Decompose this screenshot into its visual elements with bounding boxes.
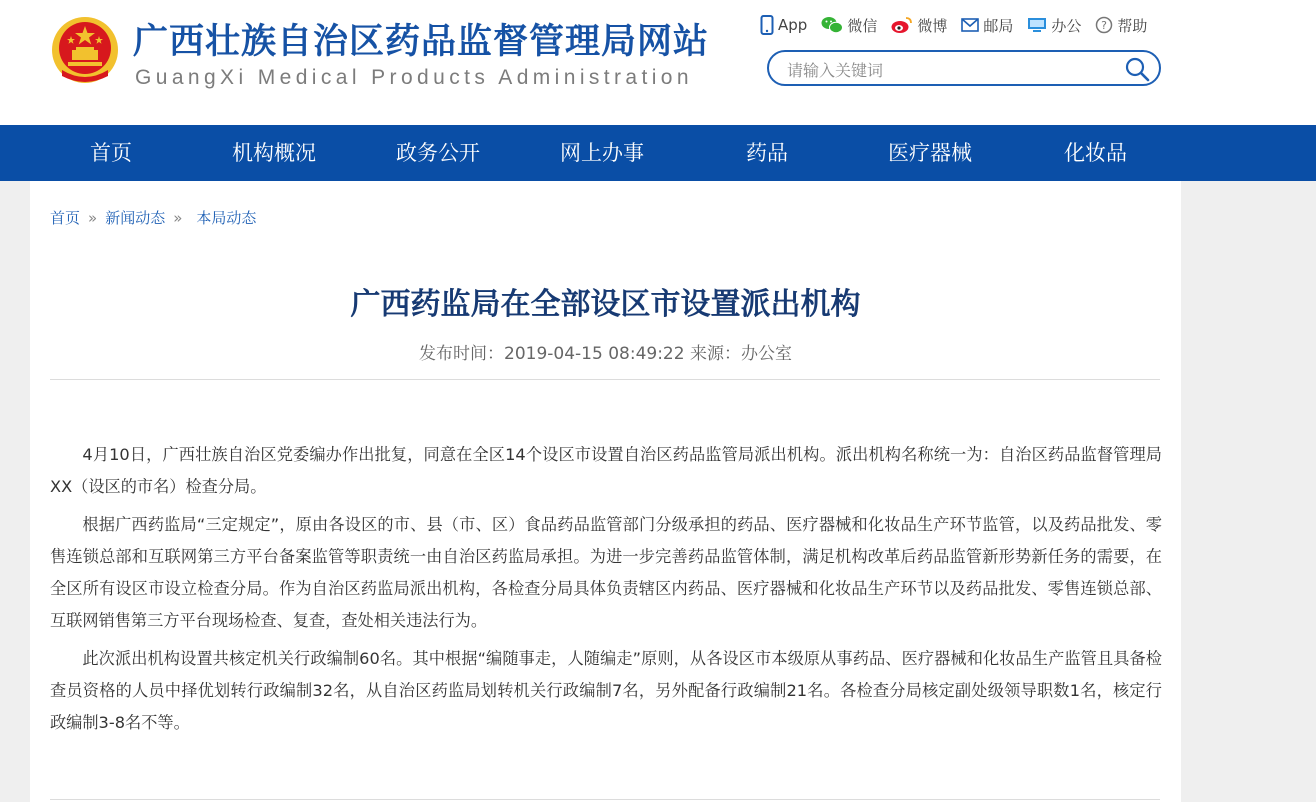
- search-box: [767, 50, 1161, 86]
- help-link[interactable]: [1095, 15, 1147, 36]
- nav-item-drugs[interactable]: 药品: [746, 141, 788, 165]
- search-icon: [1123, 55, 1151, 83]
- site-title[interactable]: 广西壮族自治区药品监督管理局网站: [133, 22, 710, 62]
- article-paragraph: 4月10日，广西壮族自治区党委编办作出批复，同意在全区14个设区市设置自治区药品监管局派出机构。派出机构名称统一为：自治区药品监督管理局XX（设区的市名）检查分局。: [50, 445, 1162, 496]
- national-emblem-icon[interactable]: [50, 14, 120, 86]
- site-subtitle: GuangXi Medical Products Administration: [135, 66, 693, 89]
- search-button[interactable]: [1123, 55, 1151, 83]
- breadcrumb: [50, 207, 256, 228]
- nav-item-medical-devices[interactable]: 医疗器械: [888, 141, 972, 165]
- mail-link-label: 邮局: [983, 16, 1014, 35]
- help-icon: [1095, 16, 1113, 34]
- article-paragraph: 根据广西药监局“三定规定”，原由各设区的市、县（市、区）食品药品监管部门分级承担的药品、医疗器械和化妆品生产环节监管，以及药品批发、零售连锁总部和互联网第三方平台备案监管等职责统一由自治区药监局承担。为进一步完善药品监管体制，满足机构改革后药品监管新形势新任务的需要，在全区所有设区市设立检查分局。作为自治区药监局派出机构，各检查分局具体负责辖区内药品、医疗器械和化妆品生产环节以及药品批发、零售连锁总部、互联网销售第三方平台现场检查、复查，查处相关违法行为。: [50, 515, 1162, 630]
- app-link-label: App: [778, 16, 808, 34]
- office-link-label: 办公: [1051, 16, 1082, 35]
- breadcrumb-separator: »: [88, 208, 95, 227]
- mail-icon: [961, 18, 979, 32]
- nav-item-online-services[interactable]: 网上办事: [560, 141, 644, 165]
- top-links: [760, 12, 1161, 38]
- article-paragraph: 此次派出机构设置共核定机关行政编制60名。其中根据“编随事走，人随编走”原则，从各设区市本级原从事药品、医疗器械和化妆品生产监管且具备检查员资格的人员中择优划转行政编制32名，从自治区药监局划转机关行政编制7名，另外配备行政编制21名。各检查分局核定副处级领导职数1名，核定行政编制3-8名不等。: [50, 649, 1162, 732]
- breadcrumb-news[interactable]: 新闻动态: [105, 209, 166, 227]
- help-link-label: 帮助: [1117, 16, 1148, 35]
- weibo-link-label: 微博: [917, 16, 948, 35]
- wechat-link[interactable]: [821, 15, 877, 36]
- weibo-icon: [891, 16, 913, 34]
- main-nav: [0, 125, 1316, 181]
- nav-item-cosmetics[interactable]: 化妆品: [1064, 141, 1127, 165]
- wechat-link-label: 微信: [847, 16, 878, 35]
- mail-link[interactable]: [961, 15, 1013, 36]
- wechat-icon: [821, 16, 843, 34]
- search-input[interactable]: [785, 58, 1119, 82]
- divider: [50, 799, 1160, 800]
- article-title: 广西药监局在全部设区市设置派出机构: [350, 287, 861, 322]
- monitor-icon: [1027, 17, 1047, 33]
- phone-icon: [760, 15, 774, 35]
- breadcrumb-bureau-news[interactable]: 本局动态: [196, 209, 257, 227]
- content-panel: [30, 181, 1181, 802]
- office-link[interactable]: [1027, 15, 1081, 36]
- nav-item-about[interactable]: 机构概况: [232, 141, 316, 165]
- breadcrumb-separator: »: [173, 208, 180, 227]
- nav-item-home[interactable]: 首页: [90, 141, 132, 165]
- divider: [50, 379, 1160, 380]
- article-meta: 发布时间：2019-04-15 08:49:22 来源：办公室: [419, 344, 792, 364]
- site-header: [0, 0, 1316, 125]
- breadcrumb-home[interactable]: 首页: [50, 209, 81, 227]
- article-body: [50, 439, 1162, 745]
- nav-item-gov-affairs[interactable]: 政务公开: [396, 141, 480, 165]
- svg-text:?: ?: [1101, 19, 1108, 32]
- weibo-link[interactable]: [891, 15, 947, 36]
- app-link[interactable]: [760, 15, 807, 35]
